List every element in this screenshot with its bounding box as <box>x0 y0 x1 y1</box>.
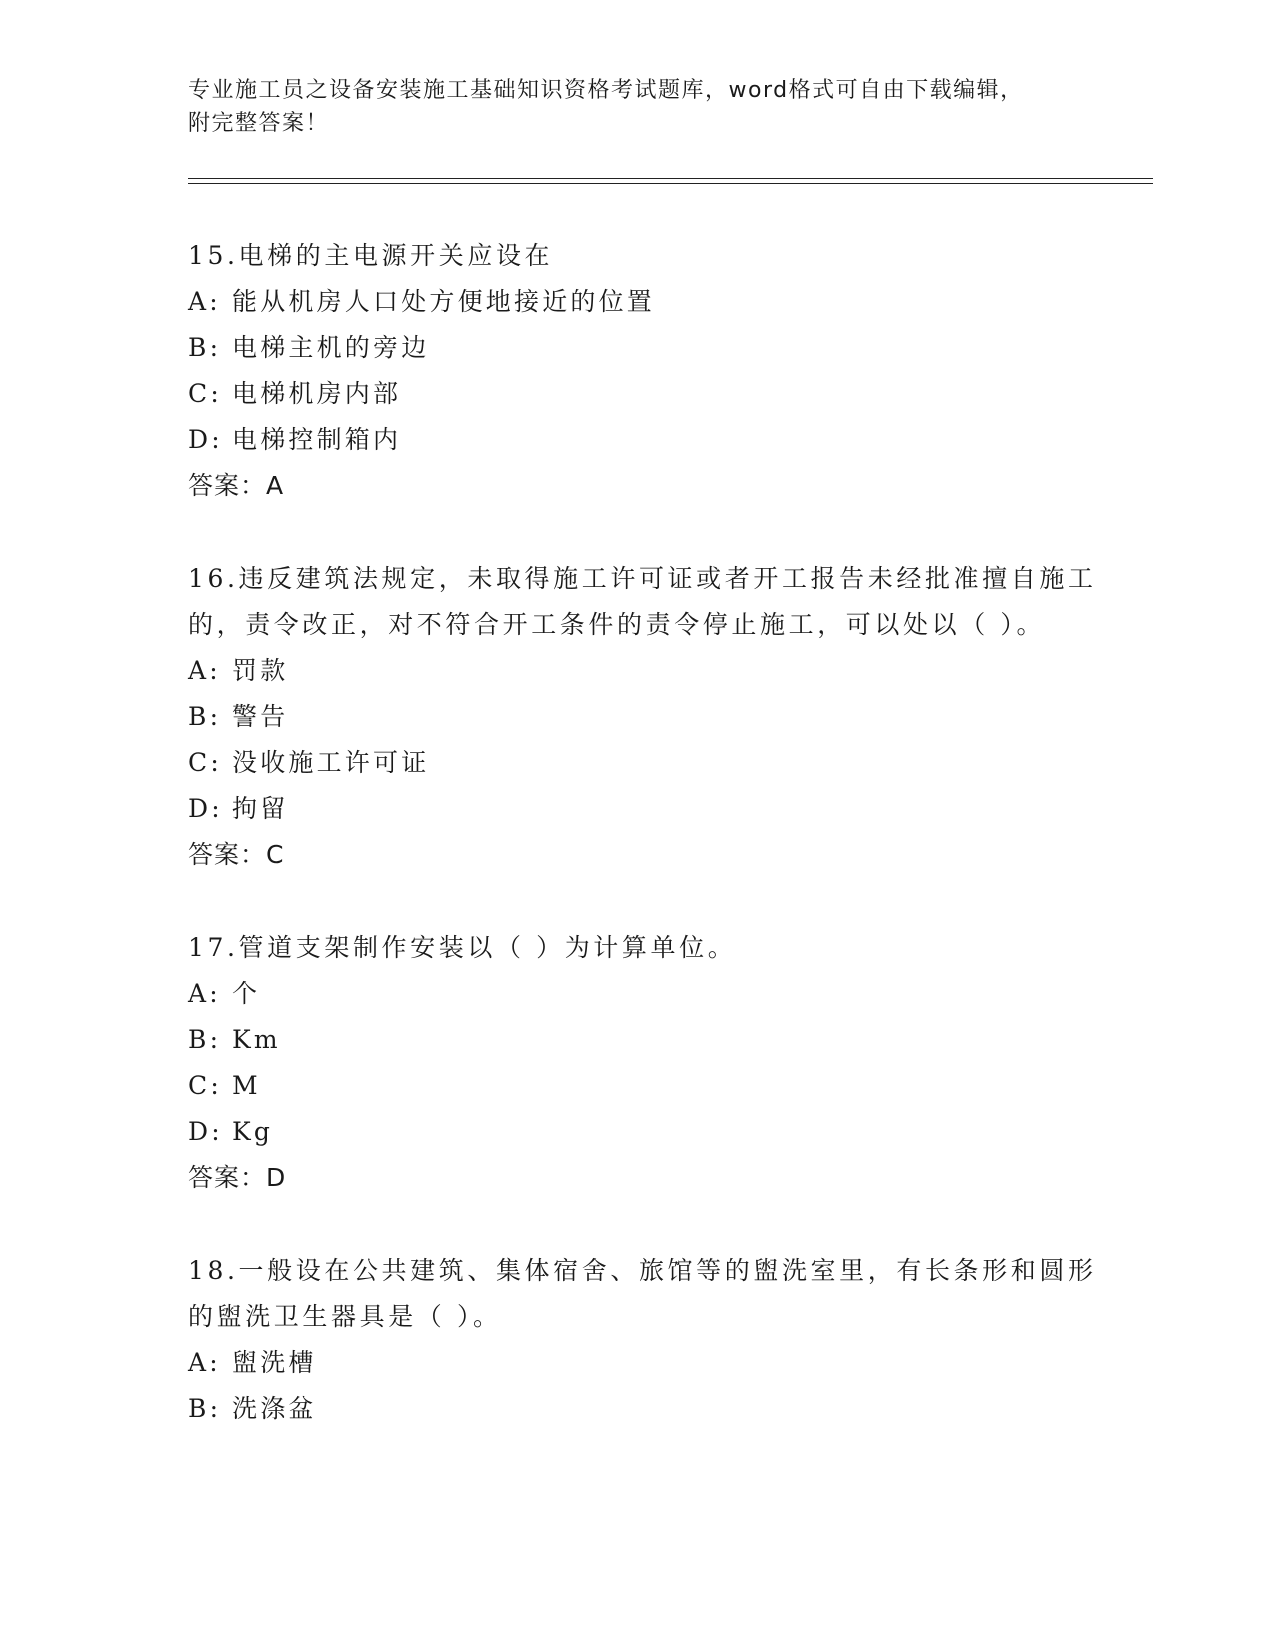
answer-line: 答案：A <box>188 471 285 500</box>
option-key: B: <box>188 1394 222 1423</box>
option-key: B: <box>188 1025 222 1054</box>
option-key: A: <box>188 1348 221 1377</box>
option-text: 个 <box>232 979 261 1008</box>
question-16 <box>188 556 1108 878</box>
option-a <box>188 971 1108 1017</box>
question-stem: 15.电梯的主电源开关应设在 <box>188 241 554 270</box>
answer-line: 答案：C <box>188 840 285 869</box>
document-header <box>188 74 1088 140</box>
option-key: C: <box>188 1071 222 1100</box>
question-17 <box>188 925 1108 1201</box>
option-key: D: <box>188 425 223 454</box>
option-key: A: <box>188 287 221 316</box>
option-text: 电梯控制箱内 <box>232 425 402 454</box>
option-key: C: <box>188 379 222 408</box>
option-a <box>188 1340 1108 1386</box>
question-18 <box>188 1248 1108 1432</box>
option-d <box>188 786 1108 832</box>
header-line-2: 附完整答案！ <box>188 111 330 136</box>
question-15 <box>188 233 1108 509</box>
option-a <box>188 648 1108 694</box>
option-d <box>188 417 1108 463</box>
option-d <box>188 1109 1108 1155</box>
option-b <box>188 1017 1108 1063</box>
question-list <box>188 233 1108 1479</box>
header-line-1: 专业施工员之设备安装施工基础知识资格考试题库，word格式可自由下载编辑， <box>188 78 1024 103</box>
option-key: B: <box>188 333 222 362</box>
option-b <box>188 325 1108 371</box>
option-text: 能从机房人口处方便地接近的位置 <box>232 287 656 316</box>
option-key: C: <box>188 748 222 777</box>
option-key: A: <box>188 979 221 1008</box>
option-text: M <box>232 1071 261 1100</box>
option-text: 盥洗槽 <box>232 1348 317 1377</box>
option-text: 警告 <box>232 702 289 731</box>
option-key: B: <box>188 702 222 731</box>
header-divider-top <box>188 178 1153 179</box>
option-key: D: <box>188 794 223 823</box>
option-text: 拘留 <box>232 794 289 823</box>
answer-line: 答案：D <box>188 1163 287 1192</box>
option-text: 罚款 <box>232 656 289 685</box>
option-key: D: <box>188 1117 223 1146</box>
option-text: 电梯机房内部 <box>232 379 402 408</box>
option-b <box>188 1386 1108 1432</box>
option-c <box>188 740 1108 786</box>
option-b <box>188 694 1108 740</box>
option-text: 电梯主机的旁边 <box>232 333 430 362</box>
option-a <box>188 279 1108 325</box>
question-stem: 16.违反建筑法规定，未取得施工许可证或者开工报告未经批准擅自施工的，责令改正，对不符合开工条件的责令停止施工，可以处以（ ）。 <box>188 564 1097 639</box>
option-text: Km <box>232 1025 281 1054</box>
option-text: 没收施工许可证 <box>232 748 430 777</box>
option-c <box>188 371 1108 417</box>
option-key: A: <box>188 656 221 685</box>
option-text: 洗涤盆 <box>232 1394 317 1423</box>
header-divider-bottom <box>188 183 1153 184</box>
option-text: Kg <box>232 1117 274 1146</box>
question-stem: 18.一般设在公共建筑、集体宿舍、旅馆等的盥洗室里，有长条形和圆形的盥洗卫生器具是（ ）。 <box>188 1256 1097 1331</box>
question-stem: 17.管道支架制作安装以（ ）为计算单位。 <box>188 933 737 962</box>
option-c <box>188 1063 1108 1109</box>
